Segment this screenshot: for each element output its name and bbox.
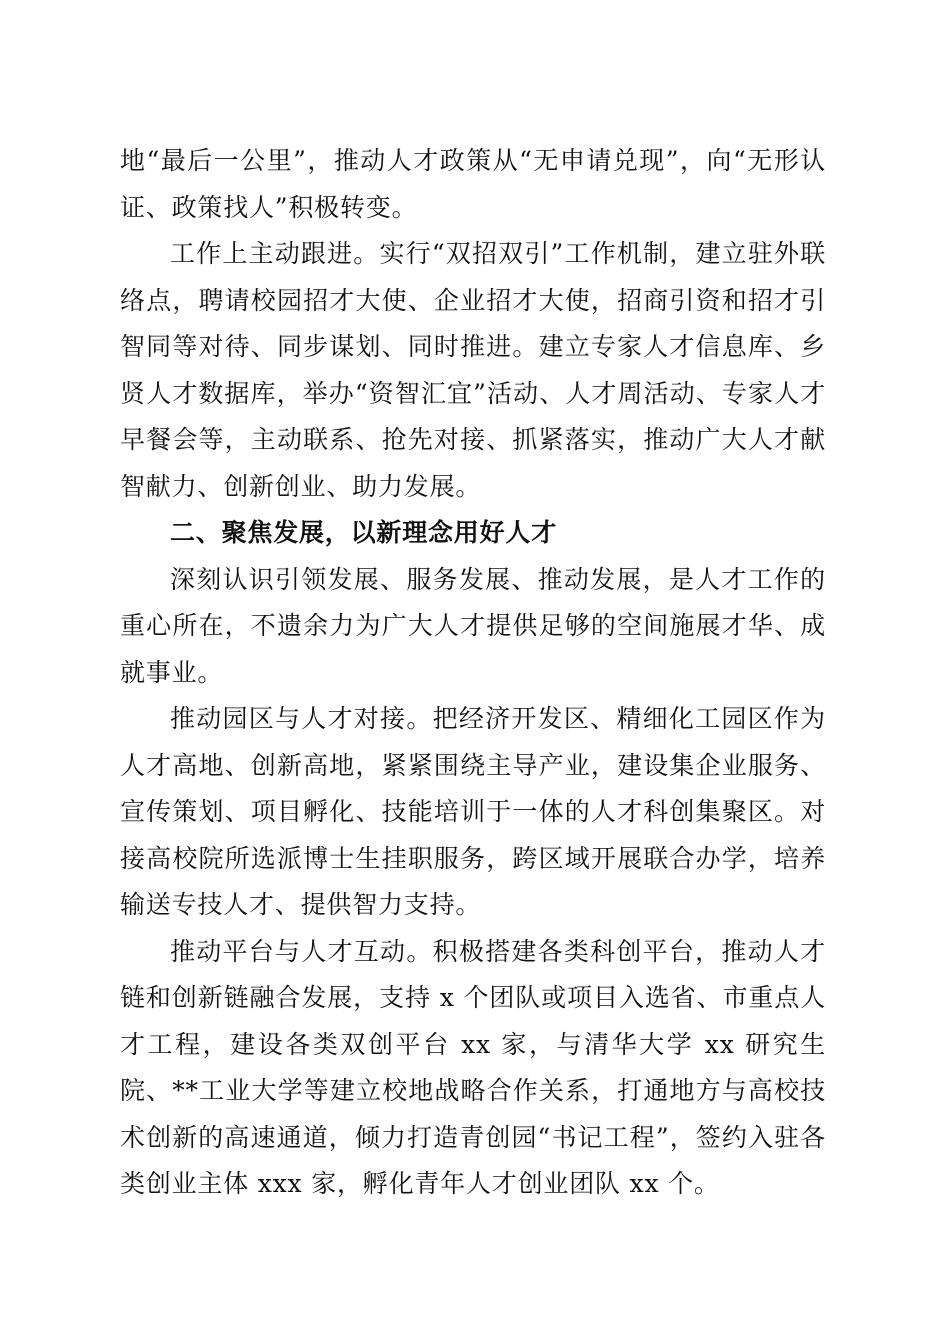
section-heading: 二、聚焦发展，以新理念用好人才 [170,518,558,547]
paragraph-development-focus: 深刻认识引领发展、服务发展、推动发展，是人才工作的重心所在，不遗余力为广大人才提供足够的空间施展才华、成就事业。 [120,564,826,687]
paragraph-platform-talent: 推动平台与人才互动。积极搭建各类科创平台，推动人才链和创新链融合发展，支持 x 个团队或项目入选省、市重点人才工程，建设各类双创平台 xx 家，与清华大学 xx 研究生院、**工业大学等建立校地战略合作关系，打通地方与高校技术创新的高速通道，倾力打造青创园“书记工程”，签约入驻各类创业主体 xxx 家，孵化青年人才创业团队 xx 个。 [120,936,826,1198]
paragraph-park-talent: 推动园区与人才对接。把经济开发区、精细化工园区作为人才高地、创新高地，紧紧围绕主导产业，建设集企业服务、宣传策划、项目孵化、技能培训于一体的人才科创集聚区。对接高校院所选派博士生挂职服务，跨区域开展联合办学，培养输送专技人才、提供智力支持。 [120,704,826,919]
paragraph-continuation: 地“最后一公里”，推动人才政策从“无申请兑现”，向“无形认证、政策找人”积极转变。 [120,146,826,222]
document-body [120,138,826,1208]
paragraph-work-follow-up: 工作上主动跟进。实行“双招双引”工作机制，建立驻外联络点，聘请校园招才大使、企业招才大使，招商引资和招才引智同等对待、同步谋划、同时推进。建立专家人才信息库、乡贤人才数据库，举办“资智汇宜”活动、人才周活动、专家人才早餐会等，主动联系、抢先对接、抓紧落实，推动广大人才献智献力、创新创业、助力发展。 [120,239,826,501]
